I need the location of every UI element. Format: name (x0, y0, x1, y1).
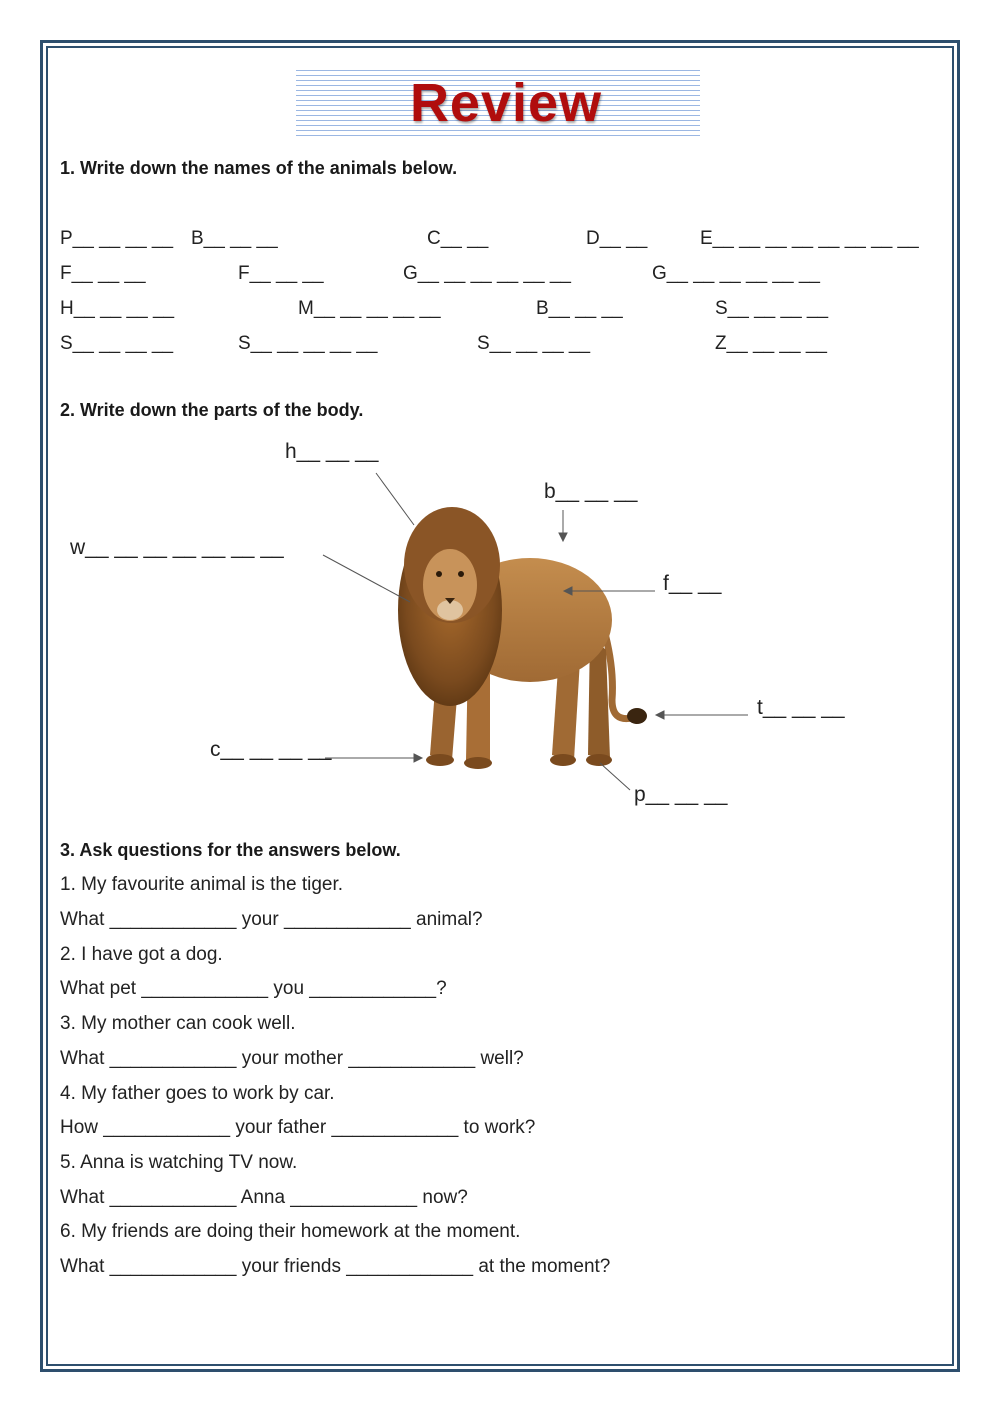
label-fur: f__ __ (663, 572, 722, 595)
animal-blank: S__ __ __ __ (60, 333, 174, 354)
animal-blank: S__ __ __ __ __ (238, 333, 378, 354)
label-head: h__ __ __ (285, 440, 379, 463)
question-line: What ____________ your ____________ animal? (60, 909, 483, 930)
animal-blank: B__ __ __ (536, 298, 623, 319)
question-line: What ____________ Anna ____________ now? (60, 1187, 468, 1208)
lion-picture (398, 507, 647, 769)
animal-blank: S__ __ __ __ (477, 333, 591, 354)
question-line: What ____________ your friends ____________ at the moment? (60, 1256, 611, 1277)
animal-blank: B__ __ __ (191, 228, 278, 249)
animal-blank: F__ __ __ (60, 263, 146, 284)
section3-heading: 3. Ask questions for the answers below. (60, 840, 401, 860)
animal-blank: S__ __ __ __ (715, 298, 829, 319)
answer-line: 3. My mother can cook well. (60, 1013, 296, 1034)
animal-blank: E__ __ __ __ __ __ __ __ (700, 228, 919, 249)
animal-blank: G__ __ __ __ __ __ (652, 263, 820, 284)
question-line: What ____________ your mother ____________ well? (60, 1048, 524, 1069)
section2-heading: 2. Write down the parts of the body. (60, 400, 364, 420)
animal-blank: F__ __ __ (238, 263, 324, 284)
answer-line: 5. Anna is watching TV now. (60, 1152, 298, 1173)
question-line: What pet ____________ you ____________? (60, 978, 447, 999)
label-paw: p__ __ __ (634, 783, 728, 806)
animal-blank: G__ __ __ __ __ __ (403, 263, 571, 284)
label-tail: t__ __ __ (757, 696, 845, 719)
lion-diagram (0, 430, 1000, 830)
animal-blank: P__ __ __ __ (60, 228, 174, 249)
animal-blank: Z__ __ __ __ (715, 333, 827, 354)
animal-blank: M__ __ __ __ __ (298, 298, 441, 319)
answer-line: 6. My friends are doing their homework at the moment. (60, 1221, 521, 1242)
answer-line: 1. My favourite animal is the tiger. (60, 874, 344, 895)
label-whiskers: w__ __ __ __ __ __ __ (70, 536, 284, 559)
page-title: Review (409, 73, 603, 133)
question-line: How ____________ your father ____________ to work? (60, 1117, 536, 1138)
animal-blank: D__ __ (586, 228, 648, 249)
answer-line: 4. My father goes to work by car. (60, 1083, 335, 1104)
section1-heading: 1. Write down the names of the animals below. (60, 158, 458, 178)
animal-blank: C__ __ (427, 228, 489, 249)
label-claw: c__ __ __ __ (210, 738, 332, 761)
label-back: b__ __ __ (544, 480, 638, 503)
answer-line: 2. I have got a dog. (60, 944, 223, 965)
animal-blank: H__ __ __ __ (60, 298, 175, 319)
